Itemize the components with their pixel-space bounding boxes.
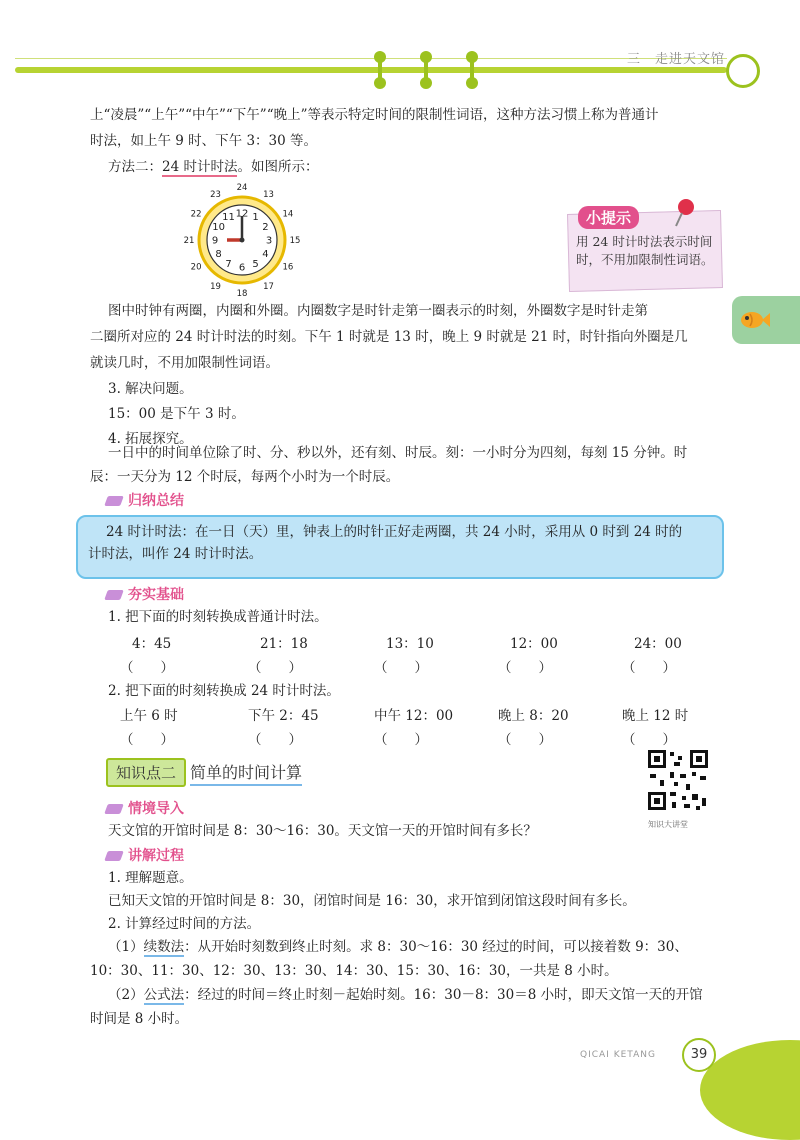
header-rule-thin: [15, 58, 727, 59]
intro-line: 上“凌晨”“上午”“中午”“下午”“晚上”等表示特定时间的限制性词语，这种方法习惯上称为普通计: [90, 107, 659, 123]
answer-blank[interactable]: （ ）: [498, 732, 552, 748]
section-heading-text: 归纳总结: [128, 493, 184, 509]
section-heading-scene: [106, 798, 184, 818]
clock-inner-number: 8: [215, 249, 222, 260]
knowledge-point-heading: [106, 758, 302, 787]
answer-blank[interactable]: （ ）: [498, 660, 552, 676]
summary-text: [88, 521, 712, 565]
clock-outer-number: 17: [263, 281, 274, 292]
clock-outer-number: 22: [190, 209, 202, 220]
clock-inner-number: 6: [238, 262, 246, 274]
clock-inner-number: 3: [265, 235, 273, 247]
tip-badge: 小提示: [578, 206, 639, 229]
clock-outer-number: 16: [282, 262, 294, 273]
answer-blank[interactable]: （ ）: [622, 660, 676, 676]
exercise-item: 12：00: [510, 636, 558, 652]
method2-term: 24 时计时法: [162, 159, 238, 175]
exercise-item: 13：10: [386, 636, 434, 652]
paragraph-line: 辰：一天分为 12 个时辰，每两个小时为一个时辰。: [90, 469, 400, 485]
tip-text: 用 24 时计时法表示时间时，不用加限制性词语。: [576, 234, 714, 267]
clock-center: [240, 238, 245, 243]
method-line: [108, 984, 703, 1006]
answer-blank[interactable]: （ ）: [248, 732, 302, 748]
method2-label: 方法二：: [108, 159, 162, 175]
binder-pin-icon: [424, 55, 428, 85]
answer-blank[interactable]: （ ）: [622, 732, 676, 748]
step-heading: 1. 理解题意。: [108, 870, 193, 886]
clock-outer-number: 14: [282, 209, 294, 220]
method2-rest: 。如图所示：: [237, 159, 319, 175]
exercise-item: 21：18: [260, 636, 308, 652]
answer-blank[interactable]: （ ）: [374, 732, 428, 748]
book-icon: [104, 851, 124, 861]
section-heading-text: 讲解过程: [128, 848, 184, 864]
clock-inner-number: 9: [211, 235, 219, 247]
intro-line: 时法，如上午 9 时、下午 3：30 等。: [90, 133, 318, 149]
clock-inner-number: 5: [252, 258, 259, 270]
answer-blank[interactable]: （ ）: [374, 660, 428, 676]
paragraph-line: 10：30、11：30、12：30、13：30、14：30、15：30、16：30，一共是 8 小时。: [90, 963, 618, 979]
clock-inner-number: 10: [212, 222, 225, 233]
clock-inner-number: 11: [222, 212, 235, 224]
clock-inner-number: 2: [262, 222, 269, 233]
clock-outer-number: 20: [190, 262, 202, 273]
qr-label: 知识大讲堂: [648, 820, 688, 829]
book-icon: [104, 590, 124, 600]
scene-text: 天文馆的开馆时间是 8：30～16：30。天文馆一天的开馆时间有多长？: [108, 823, 537, 839]
exercise-item: 24：00: [634, 636, 682, 652]
exercise-item: 晚上 8：20: [498, 708, 569, 724]
paragraph-line: 二圈所对应的 24 时计时法的时刻。下午 1 时就是 13 时，晚上 9 时就是 21 时，时针指向外圈是几: [90, 329, 688, 345]
paragraph-line: 一日中的时间单位除了时、分、秒以外，还有刻、时辰。刻：一小时分为四刻，每刻 15 分钟。时: [108, 445, 688, 461]
paragraph-line: 时间是 8 小时。: [90, 1011, 189, 1027]
exercise-item: 上午 6 时: [120, 708, 178, 724]
clock-inner-number: 1: [252, 212, 259, 224]
section-heading-summary: [106, 490, 184, 510]
clock-outer-number: 15: [289, 236, 301, 246]
exercise-title: 2. 把下面的时刻转换成 24 时计时法。: [108, 683, 340, 699]
header-rule: [15, 67, 727, 73]
binder-pin-icon: [378, 55, 382, 85]
footer-brand: QICAI KETANG: [580, 1050, 656, 1060]
fish-icon: [740, 308, 770, 332]
mascot-icon: [726, 54, 760, 88]
knowledge-point-tag: 知识点二: [106, 758, 186, 787]
pushpin-icon: [672, 198, 698, 228]
section-heading-text: 夯实基础: [128, 587, 184, 603]
clock-outer-number: 18: [236, 289, 248, 298]
method-term: 公式法: [143, 987, 185, 1003]
exercise-item: 晚上 12 时: [622, 708, 689, 724]
clock-outer-number: 21: [183, 236, 195, 246]
method-text: ：从开始时刻数到终止时刻。求 8：30～16：30 经过的时间，可以接着数 9：30、: [184, 939, 688, 955]
exercise-item: 中午 12：00: [374, 708, 454, 724]
book-icon: [104, 496, 124, 506]
method-label: （2）: [108, 987, 144, 1003]
method-line: [108, 936, 688, 958]
clock-diagram: [180, 182, 304, 298]
method2-line: [108, 156, 318, 178]
step-heading: 3. 解决问题。: [108, 381, 193, 397]
paragraph-line: 就读几时，不用加限制性词语。: [90, 355, 279, 371]
exercise-item: 下午 2：45: [248, 708, 319, 724]
method-text: ：经过的时间＝终止时刻－起始时刻。16：30－8：30＝8 小时，即天文馆一天的开馆: [184, 987, 703, 1003]
clock-inner-number: 7: [225, 258, 232, 270]
clock-outer-number: 23: [210, 190, 221, 201]
section-heading-explain: [106, 845, 184, 865]
knowledge-point-title: 简单的时间计算: [190, 760, 302, 786]
binder-pin-icon: [470, 55, 474, 85]
section-heading-text: 情境导入: [128, 801, 184, 817]
step-heading: 4. 拓展探究。: [108, 431, 193, 447]
clock-outer-number: 13: [263, 190, 274, 201]
method-label: （1）: [108, 939, 144, 955]
summary-line: 计时法，叫作 24 时计时法。: [88, 546, 263, 562]
answer-blank[interactable]: （ ）: [248, 660, 302, 676]
exercise-item: 4：45: [132, 636, 172, 652]
page-number: 39: [682, 1038, 716, 1072]
exercise-title: 1. 把下面的时刻转换成普通计时法。: [108, 609, 328, 625]
step-heading: 2. 计算经过时间的方法。: [108, 916, 261, 932]
qr-code-icon[interactable]: [646, 748, 710, 812]
step-answer: 15：00 是下午 3 时。: [108, 406, 245, 422]
clock-outer-number: 19: [210, 281, 221, 292]
clock-inner-number: 12: [235, 208, 249, 220]
answer-blank[interactable]: （ ）: [120, 732, 174, 748]
chapter-title: 三 走进天文馆: [627, 52, 726, 67]
book-icon: [104, 804, 124, 814]
paragraph-line: 已知天文馆的开馆时间是 8：30，闭馆时间是 16：30，求开馆到闭馆这段时间有多长。: [108, 893, 636, 909]
section-heading-basics: [106, 584, 184, 604]
answer-blank[interactable]: （ ）: [120, 660, 174, 676]
clock-outer-number: 24: [236, 183, 248, 193]
paragraph-line: 图中时钟有两圈，内圈和外圈。内圈数字是时针走第一圈表示的时刻，外圈数字是时针走第: [108, 303, 648, 319]
summary-line: 24 时计时法：在一日（天）里，钟表上的时针正好走两圈，共 24 小时，采用从 0 时到 24 时的: [106, 524, 683, 540]
clock-inner-number: 4: [262, 249, 269, 260]
method-term: 续数法: [143, 939, 185, 955]
